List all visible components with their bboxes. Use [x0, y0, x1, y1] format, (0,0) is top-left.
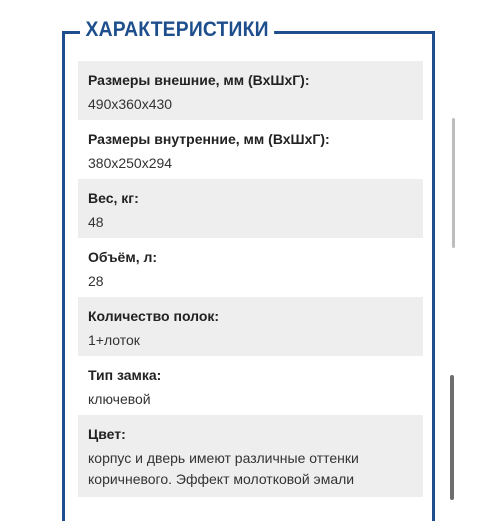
spec-value: 28 — [88, 273, 104, 289]
spec-label: Размеры внутренние, мм (ВхШхГ): — [88, 131, 330, 147]
spec-value: 380x250x294 — [88, 155, 173, 171]
spec-row-weight — [78, 179, 423, 238]
spec-value: корпус и дверь имеют различные оттенки коричневого. Эффект молотковой эмали — [88, 450, 359, 487]
spec-row-inner-dimensions — [78, 120, 423, 179]
spec-value: 48 — [88, 214, 104, 230]
spec-label: Объём, л: — [88, 249, 158, 265]
spec-label: Цвет: — [88, 426, 126, 442]
specs-table — [78, 61, 423, 497]
spec-value: 490x360x430 — [88, 96, 173, 112]
spec-label: Размеры внешние, мм (ВхШхГ): — [88, 72, 310, 88]
spec-label: Количество полок: — [88, 308, 220, 324]
spec-row-outer-dimensions — [78, 61, 423, 120]
spec-value: 1+лоток — [88, 332, 140, 348]
spec-row-color — [78, 415, 423, 497]
spec-row-shelves — [78, 297, 423, 356]
spec-label: Тип замка: — [88, 367, 162, 383]
spec-row-volume — [78, 238, 423, 297]
spec-value: ключевой — [88, 391, 151, 407]
scrollbar-thumb[interactable] — [450, 375, 454, 500]
scrollbar-track[interactable] — [452, 118, 455, 248]
section-title: ХАРАКТЕРИСТИКИ — [80, 14, 274, 46]
spec-row-lock-type — [78, 356, 423, 415]
spec-label: Вес, кг: — [88, 190, 139, 206]
